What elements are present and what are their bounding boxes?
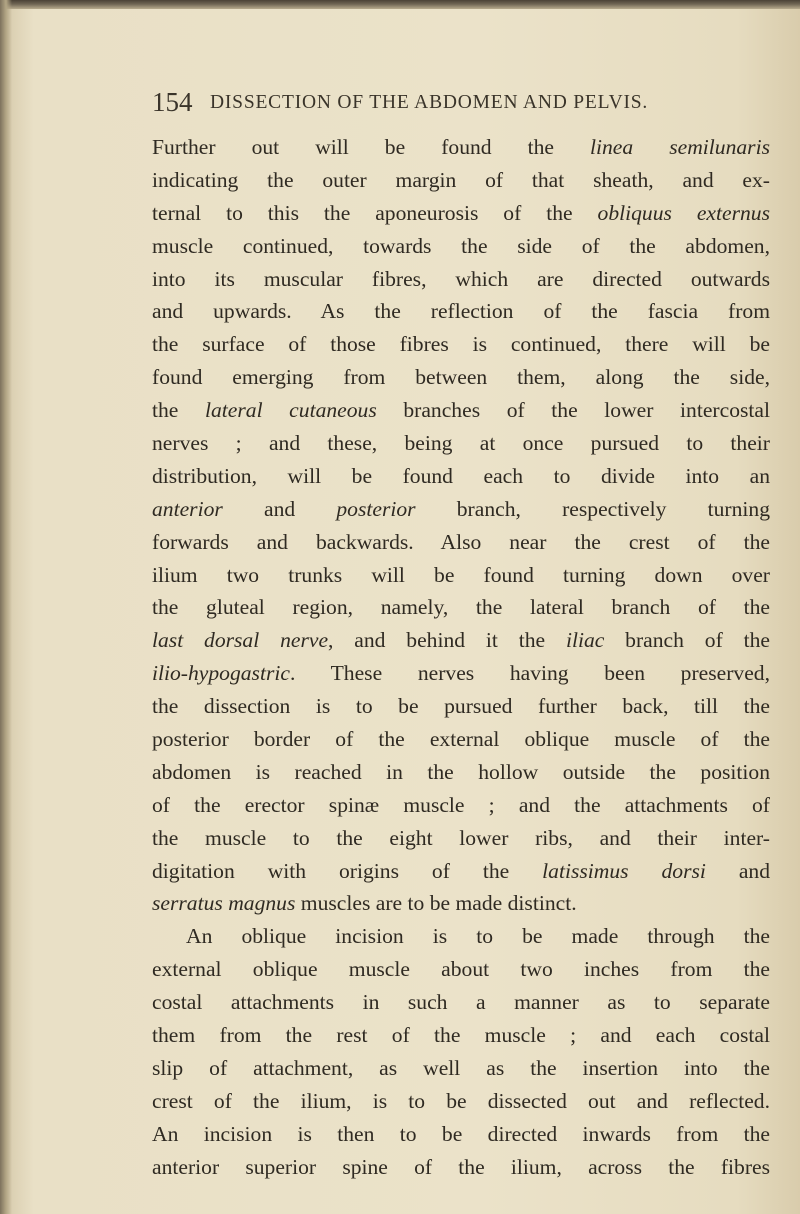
text-run: branches of the lower intercostal (376, 398, 770, 423)
page-top-edge (0, 0, 800, 9)
italic-term: latissimus dorsi (542, 858, 706, 883)
italic-term: posterior (336, 496, 416, 521)
italic-term: serratus magnus (152, 891, 296, 916)
text-run: , and behind it the (328, 628, 566, 653)
text-line (152, 295, 770, 328)
text-run: crest of the ilium, is to be dissected out and reflected. (152, 1088, 770, 1113)
text-line (152, 230, 770, 263)
text-run: posterior border of the external oblique muscle of the (152, 727, 770, 752)
text-run: muscle continued, towards the side of the abdomen, (152, 233, 770, 258)
page-header (152, 86, 772, 120)
italic-term: lateral cutaneous (205, 398, 377, 423)
text-line (152, 723, 770, 756)
text-run: external oblique muscle about two inches from the (152, 957, 770, 982)
text-line (152, 131, 770, 164)
text-run: branch of the (604, 628, 770, 653)
text-line (152, 591, 770, 624)
text-line (152, 328, 770, 361)
text-line (152, 559, 770, 592)
text-run: An incision is then to be directed inwards from the (152, 1121, 770, 1146)
italic-term: ilio-hypogastric (152, 661, 290, 686)
text-run: Further out will be found the (152, 135, 591, 159)
text-line (152, 460, 770, 493)
running-head: DISSECTION OF THE ABDOMEN AND PELVIS. (210, 92, 649, 113)
page-binding-shadow (0, 0, 12, 1214)
text-run: found emerging from between them, along the side, (152, 365, 770, 390)
text-run: the gluteal region, namely, the lateral branch of the (152, 595, 770, 620)
text-run: and (705, 858, 770, 883)
italic-term: anterior (152, 496, 223, 521)
text-line (152, 986, 770, 1019)
italic-term: iliac (565, 628, 605, 653)
text-run: the dissection is to be pursued further back, till the (152, 694, 770, 719)
text-run: nerves ; and these, being at once pursued to their (152, 431, 770, 456)
text-line (152, 624, 770, 657)
italic-term: obliquus externus (597, 200, 770, 225)
text-run: An oblique incision is to be made through the (186, 924, 770, 949)
text-line (152, 263, 770, 296)
body-text (152, 131, 770, 1179)
text-run: digitation with origins of the (152, 858, 543, 883)
text-run: ternal to this the aponeurosis of the (152, 200, 598, 225)
text-run: indicating the outer margin of that sheath, and ex- (152, 167, 770, 192)
text-run: branch, respectively turning (415, 496, 770, 521)
text-run: of the erector spinæ muscle ; and the attachments of (152, 792, 770, 817)
text-line (152, 361, 770, 394)
text-run: distribution, will be found each to divide into an (152, 463, 770, 488)
text-line (152, 855, 770, 888)
text-run: them from the rest of the muscle ; and each costal (152, 1023, 770, 1048)
text-run: the (152, 398, 205, 423)
text-line (152, 657, 770, 690)
text-run: muscles are to be made distinct. (295, 891, 577, 916)
text-line (152, 1052, 770, 1085)
text-run: forwards and backwards. Also near the crest of the (152, 529, 770, 554)
text-run: into its muscular fibres, which are directed outwards (152, 266, 770, 291)
italic-term: linea semilunaris (590, 135, 770, 159)
text-line (152, 526, 770, 559)
text-run: costal attachments in such a manner as to separate (152, 990, 770, 1015)
text-line (152, 1085, 770, 1118)
text-run: the muscle to the eight lower ribs, and their inter- (152, 825, 770, 850)
text-run: . These nerves having been preserved, (289, 661, 770, 686)
text-line (152, 394, 770, 427)
text-run: abdomen is reached in the hollow outside the position (152, 759, 770, 784)
text-line (152, 920, 770, 953)
text-line (152, 789, 770, 822)
text-line (152, 197, 770, 230)
text-line (152, 953, 770, 986)
text-line (152, 887, 770, 920)
text-run: and (222, 496, 337, 521)
text-line (152, 690, 770, 723)
text-run: slip of attachment, as well as the insertion into the (152, 1055, 770, 1080)
text-run: ilium two trunks will be found turning down over (152, 562, 770, 587)
text-line (152, 1151, 770, 1184)
text-run: the surface of those fibres is continued, there will be (152, 332, 770, 357)
text-line (152, 164, 770, 197)
text-run: anterior superior spine of the ilium, across the fibres (152, 1154, 770, 1179)
text-line (152, 493, 770, 526)
text-line (152, 427, 770, 460)
text-line (152, 822, 770, 855)
italic-term: last dorsal nerve (152, 628, 329, 653)
text-run: and upwards. As the reflection of the fascia from (152, 299, 770, 324)
text-line (152, 1118, 770, 1151)
text-line (152, 1019, 770, 1052)
page-number: 154 (152, 87, 193, 117)
text-line (152, 756, 770, 789)
